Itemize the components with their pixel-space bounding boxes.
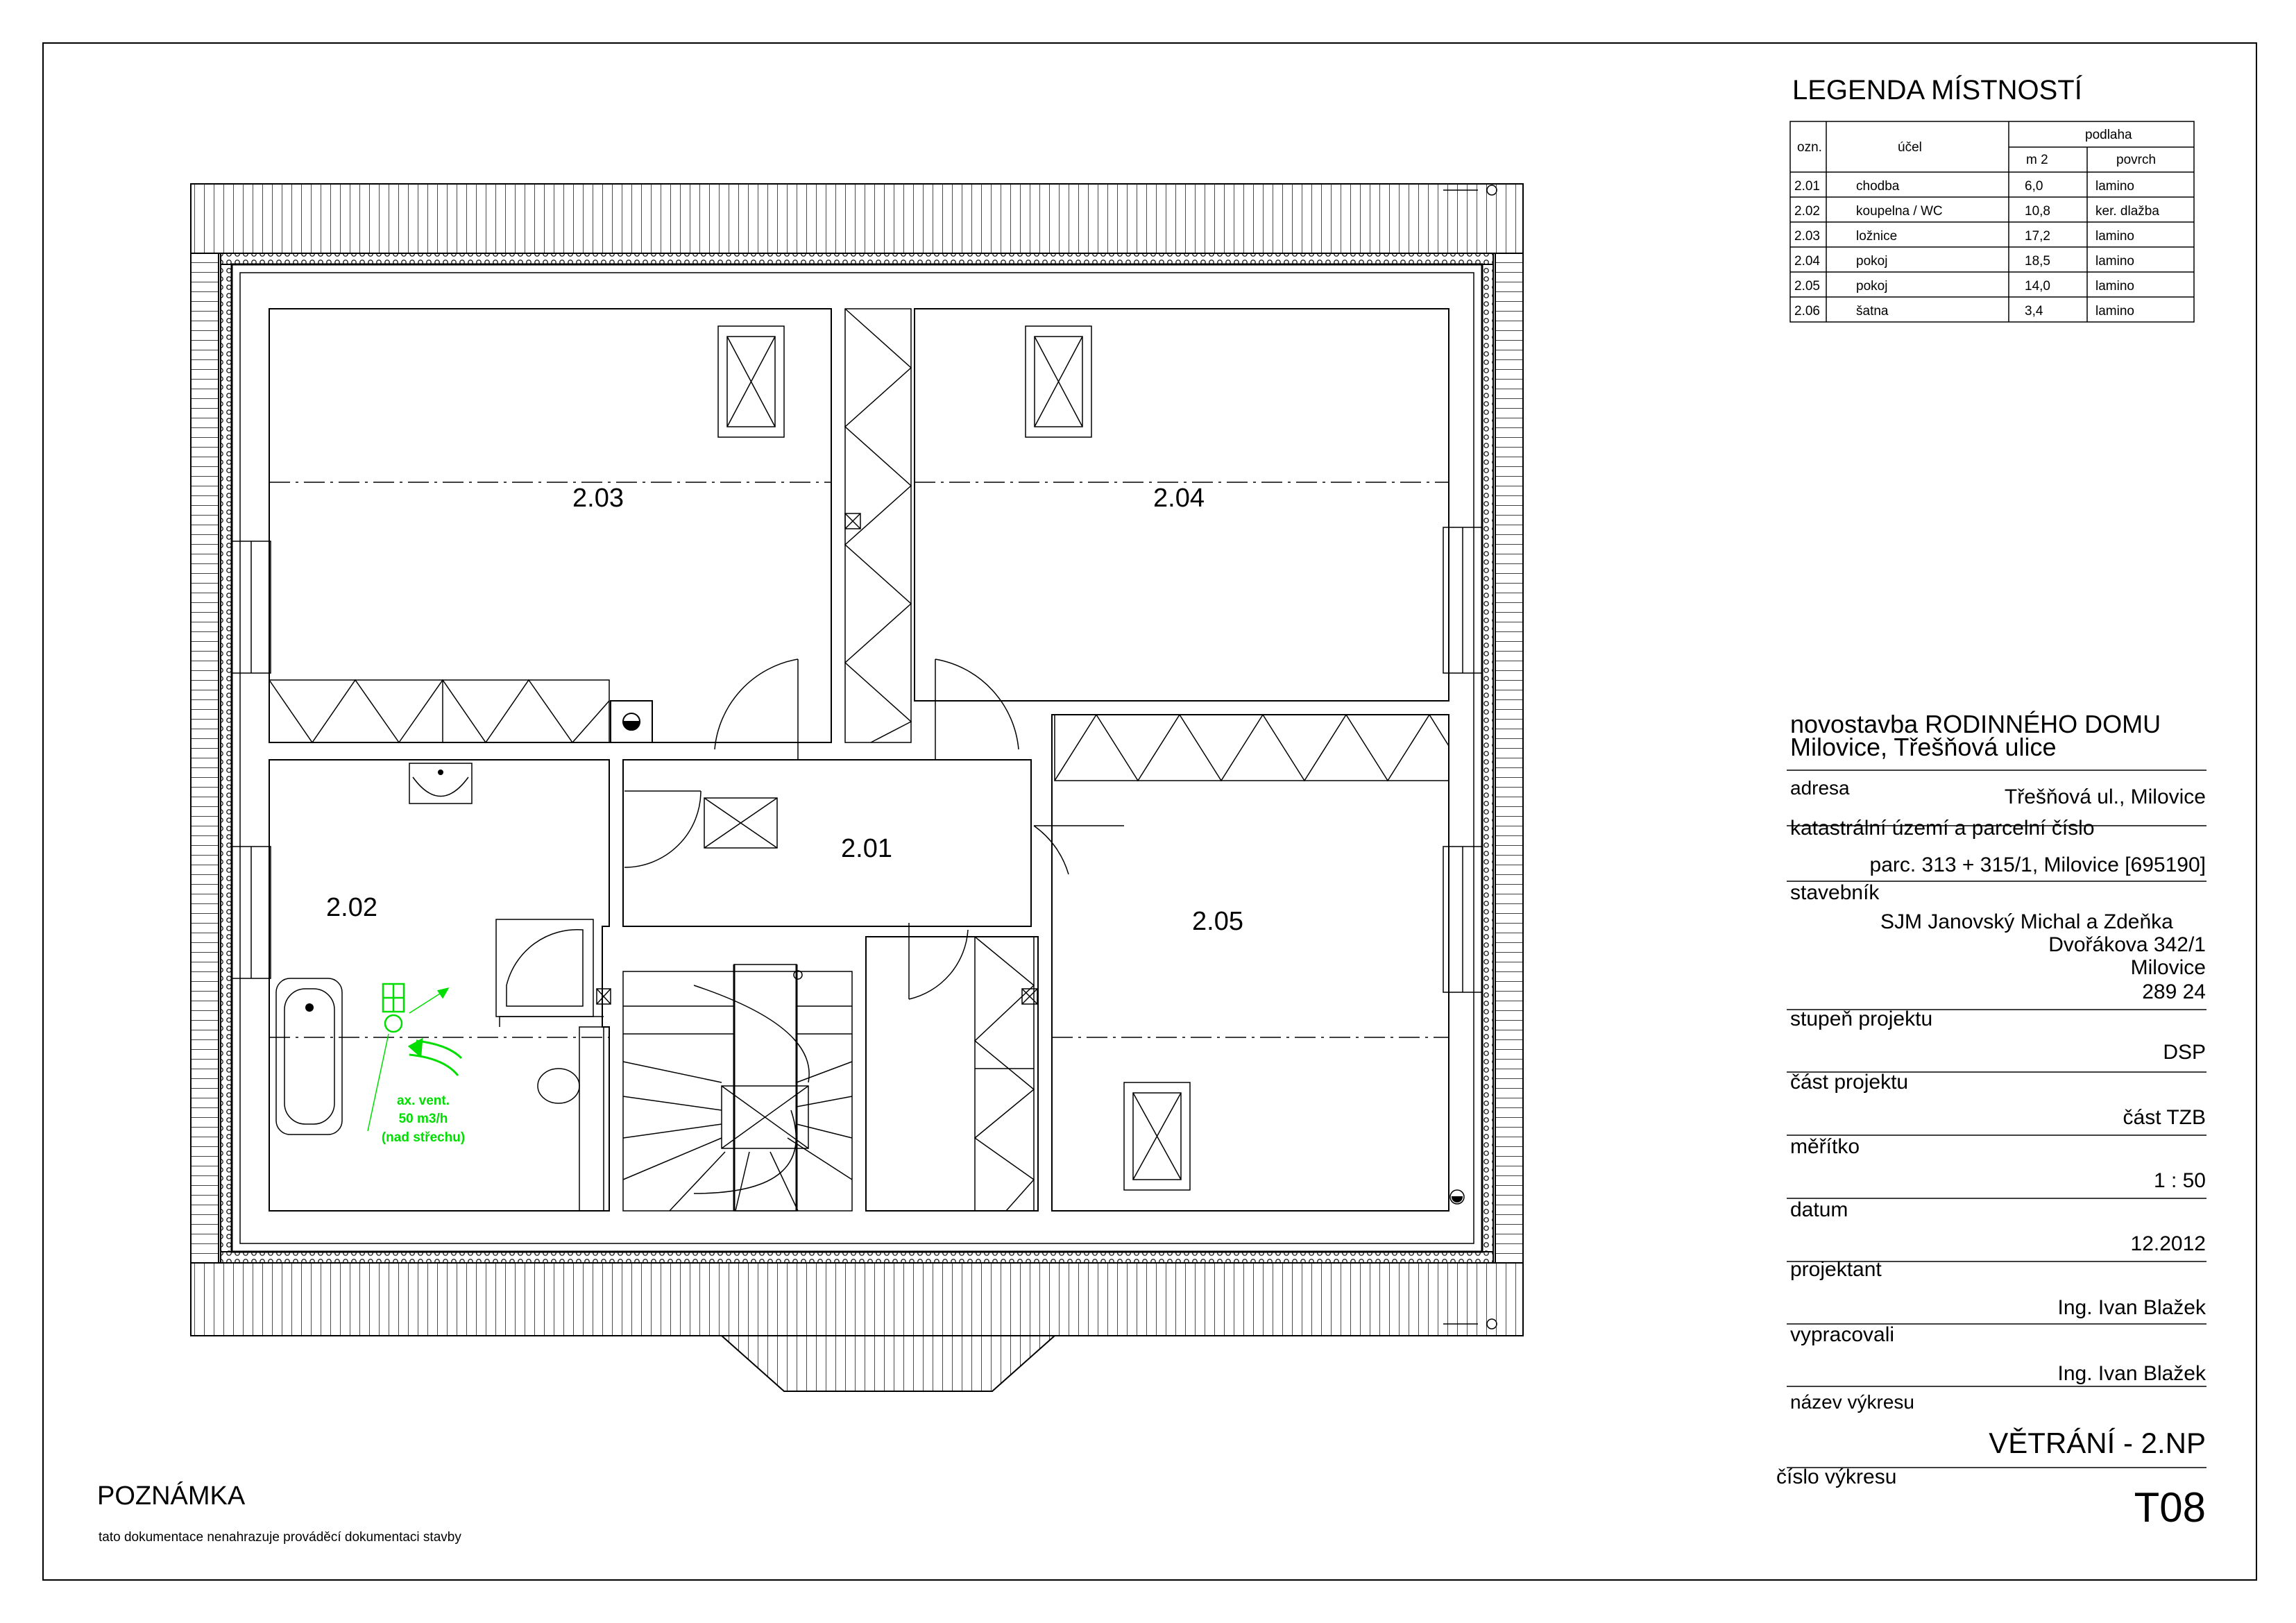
floor-plan	[191, 184, 1523, 1391]
skylight-2-03	[718, 326, 784, 437]
legend-row-area: 6,0	[2025, 179, 2043, 194]
sheet-frame	[43, 43, 2256, 1580]
legend-row-purpose: chodba	[1856, 179, 1900, 194]
legend-row-surface: lamino	[2095, 179, 2134, 194]
date-label: datum	[1790, 1198, 1848, 1221]
fan-note-line-2: 50 m3/h	[398, 1112, 448, 1126]
note-text: tato dokumentace nenahrazuje prováděcí dokumentaci stavby	[99, 1530, 461, 1545]
doors-upper	[715, 659, 1019, 760]
shaft-column	[845, 309, 911, 742]
wardrobe-2-05	[1055, 715, 1449, 781]
scale-value: 1 : 50	[2153, 1169, 2206, 1192]
staircase	[623, 965, 852, 1211]
washbasin	[409, 763, 472, 804]
legend-row-code: 2.01	[1794, 179, 1820, 194]
legend-header-area: m 2	[2026, 153, 2048, 167]
skylight-2-01	[704, 798, 777, 848]
axial-fan	[368, 984, 461, 1131]
legend-row-area: 14,0	[2025, 279, 2050, 294]
part-value: část TZB	[2123, 1106, 2206, 1129]
shower	[496, 919, 593, 1017]
legend-row-surface: lamino	[2095, 279, 2134, 294]
designer-value: Ing. Ivan Blažek	[2057, 1296, 2206, 1319]
investor-zip: 289 24	[2142, 980, 2206, 1003]
cadastre-value: parc. 313 + 315/1, Milovice [695190]	[1869, 853, 2206, 876]
legend-row-code: 2.05	[1794, 279, 1820, 294]
fan-note-line-3: (nad střechu)	[381, 1130, 466, 1145]
prepared-label: vypracovali	[1790, 1323, 1895, 1346]
room-2-01	[623, 760, 1031, 926]
address-value: Třešňová ul., Milovice	[2004, 785, 2206, 808]
legend-rows	[1794, 179, 2159, 318]
stage-label: stupeň projektu	[1790, 1008, 1933, 1030]
installation-wall	[579, 1027, 604, 1211]
legend-row-purpose: pokoj	[1856, 254, 1888, 269]
legend-row-purpose: šatna	[1856, 304, 1889, 318]
room-label-2-01: 2.01	[841, 834, 892, 863]
cadastre-label: katastrální území a parcelní číslo	[1790, 817, 2095, 840]
legend-header-purpose: účel	[1898, 140, 1922, 155]
scale-label: měřítko	[1790, 1135, 1860, 1158]
legend-row-area: 17,2	[2025, 229, 2050, 244]
legend-row-purpose: ložnice	[1856, 229, 1898, 244]
legend-row-code: 2.06	[1794, 304, 1820, 318]
designer-label: projektant	[1790, 1258, 1882, 1281]
project-title-line-1: novostavba RODINNÉHO DOMU	[1790, 710, 2161, 738]
legend-title: LEGENDA MÍSTNOSTÍ	[1792, 75, 2082, 105]
fan-note	[382, 1094, 465, 1145]
legend-row-surface: lamino	[2095, 304, 2134, 318]
legend-row-surface: lamino	[2095, 229, 2134, 244]
date-value: 12.2012	[2130, 1232, 2206, 1255]
drawing-no-label: číslo výkresu	[1776, 1465, 1897, 1488]
investor-city: Milovice	[2130, 956, 2206, 979]
investor-name: SJM Janovský Michal a Zdeňka	[1880, 910, 2173, 933]
skylight-2-04	[1026, 326, 1091, 437]
room-label-2-05: 2.05	[1192, 907, 1243, 936]
room-2-06	[866, 937, 1038, 1211]
fan-note-line-1: ax. vent.	[396, 1094, 450, 1108]
drawing-name-value: VĚTRÁNÍ - 2.NP	[1989, 1427, 2206, 1459]
skylight-2-05	[1124, 1082, 1190, 1190]
note-title: POZNÁMKA	[97, 1481, 246, 1511]
address-label: adresa	[1790, 777, 1850, 799]
legend-row-purpose: pokoj	[1856, 279, 1888, 294]
drawing-name-label: název výkresu	[1790, 1391, 1914, 1413]
wardrobe-2-03	[269, 680, 609, 742]
legend-row-code: 2.02	[1794, 204, 1820, 219]
room-label-2-04: 2.04	[1153, 484, 1205, 513]
investor-street: Dvořákova 342/1	[2048, 933, 2206, 956]
legend-row-code: 2.03	[1794, 229, 1820, 244]
legend-header-surface: povrch	[2116, 153, 2157, 167]
part-label: část projektu	[1790, 1071, 1909, 1094]
legend-row-code: 2.04	[1794, 254, 1820, 269]
stage-value: DSP	[2163, 1041, 2206, 1064]
room-label-2-03: 2.03	[572, 484, 624, 513]
project-title-line-2: Milovice, Třešňová ulice	[1790, 733, 2057, 761]
legend-row-area: 18,5	[2025, 254, 2050, 269]
legend-text	[1794, 128, 2159, 318]
legend-row-area: 10,8	[2025, 204, 2050, 219]
legend-header-floor: podlaha	[2085, 128, 2132, 142]
legend-row-surface: lamino	[2095, 254, 2134, 269]
room-label-2-02: 2.02	[326, 893, 377, 922]
legend-row-purpose: koupelna / WC	[1856, 204, 1943, 219]
legend-header-code: ozn.	[1797, 140, 1822, 155]
legend-row-area: 3,4	[2025, 304, 2043, 318]
legend-row-surface: ker. dlažba	[2095, 204, 2159, 219]
toilet	[538, 1069, 579, 1103]
investor-label: stavebník	[1790, 881, 1880, 904]
door-2-05	[1034, 826, 1124, 874]
prepared-value: Ing. Ivan Blažek	[2057, 1362, 2206, 1385]
room-2-05	[1052, 715, 1449, 1211]
drawing-no-value: T08	[2134, 1484, 2206, 1531]
